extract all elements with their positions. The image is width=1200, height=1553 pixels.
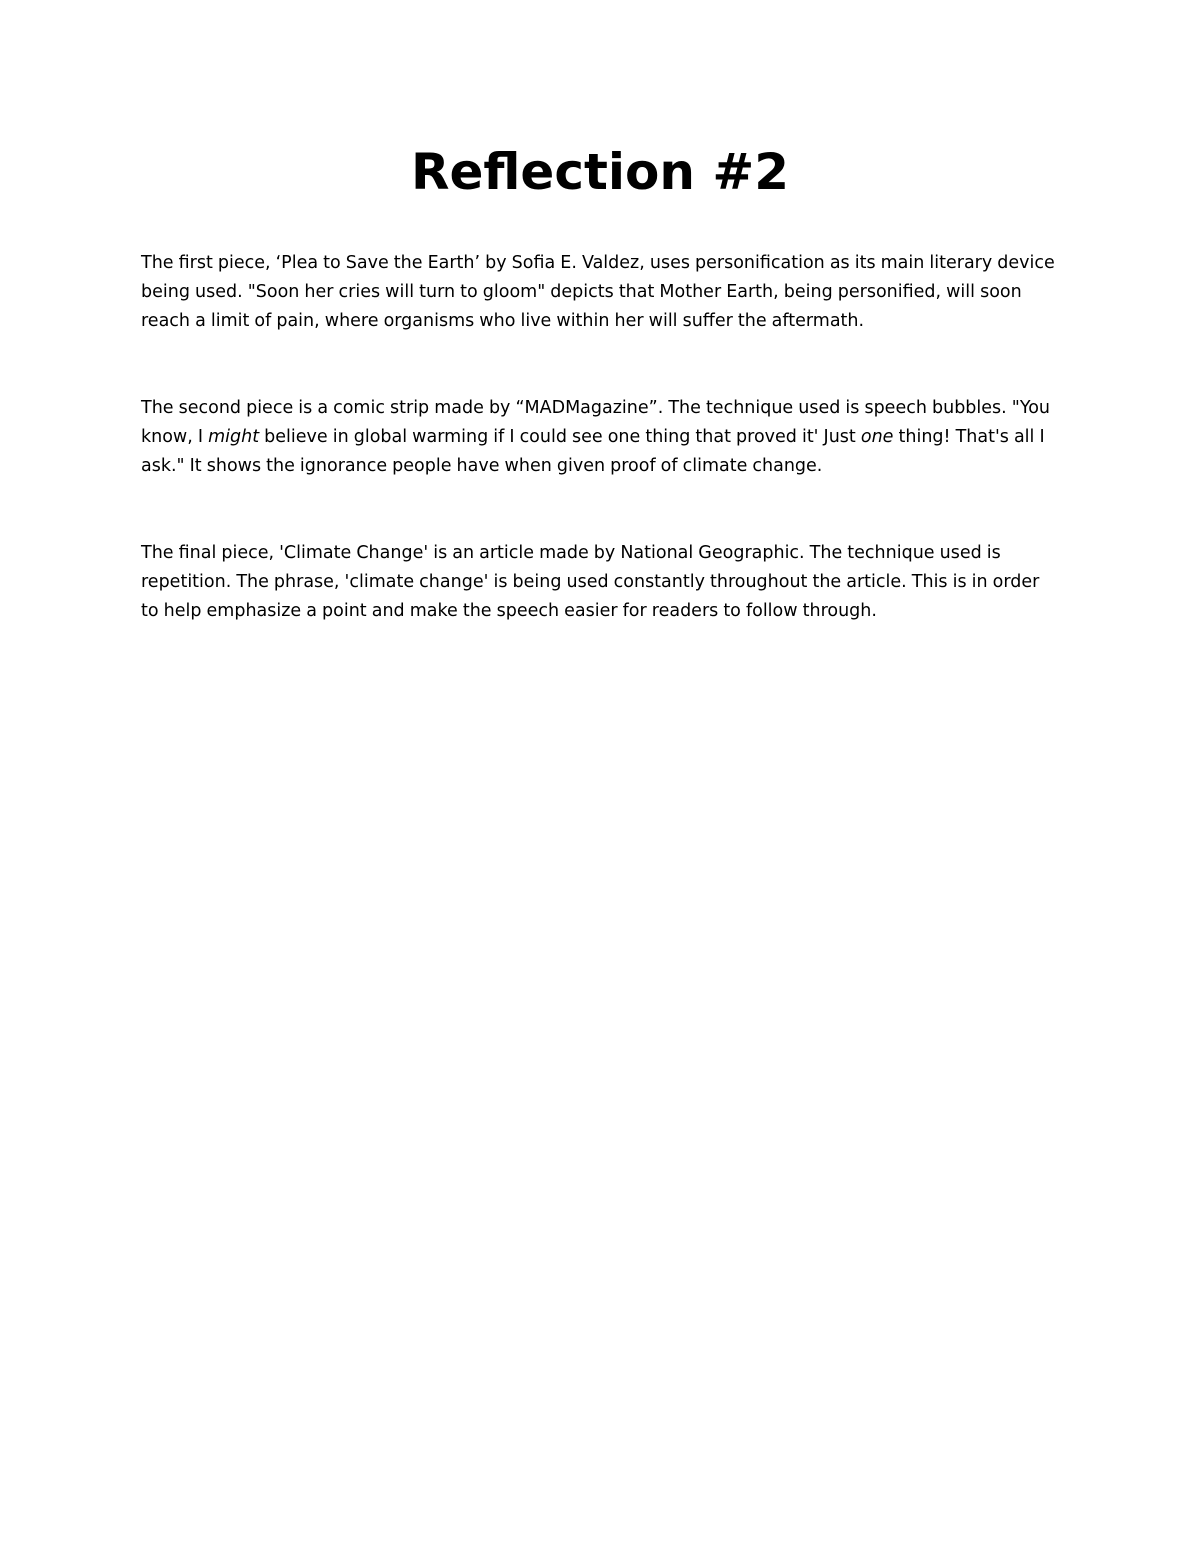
paragraph-line: The final piece, 'Climate Change' is an article made by National Geographic. The technique used is: [141, 543, 1001, 563]
paragraph-line: The second piece is a comic strip made by “MADMagazine”. The technique used is speech bubbles. "You: [141, 398, 1050, 418]
text-run: believe in global warming if I could see one thing that proved it' Just: [259, 427, 861, 447]
paragraph-line: ask." It shows the ignorance people have when given proof of climate change.: [141, 456, 823, 476]
paragraph-first-piece: [141, 249, 1071, 336]
paragraph-line: repetition. The phrase, 'climate change' is being used constantly throughout the article. This is in order: [141, 572, 1040, 592]
paragraph-line: to help emphasize a point and make the speech easier for readers to follow through.: [141, 601, 877, 621]
text-run: know, I: [141, 427, 209, 447]
paragraph-final-piece: [141, 539, 1071, 626]
paragraph-line: reach a limit of pain, where organisms who live within her will suffer the aftermath.: [141, 311, 865, 331]
emphasis-one: one: [860, 427, 894, 447]
paragraph-second-piece: [141, 394, 1071, 481]
paragraph-line: [141, 423, 1071, 452]
text-run: thing! That's all I: [893, 427, 1045, 447]
emphasis-might: might: [208, 427, 260, 447]
paragraph-line: being used. "Soon her cries will turn to gloom" depicts that Mother Earth, being personified, will soon: [141, 282, 1022, 302]
paragraph-line: The first piece, ‘Plea to Save the Earth’ by Sofia E. Valdez, uses personification as its main literary device: [141, 253, 1055, 273]
document-title: Reflection #2: [410, 143, 790, 201]
